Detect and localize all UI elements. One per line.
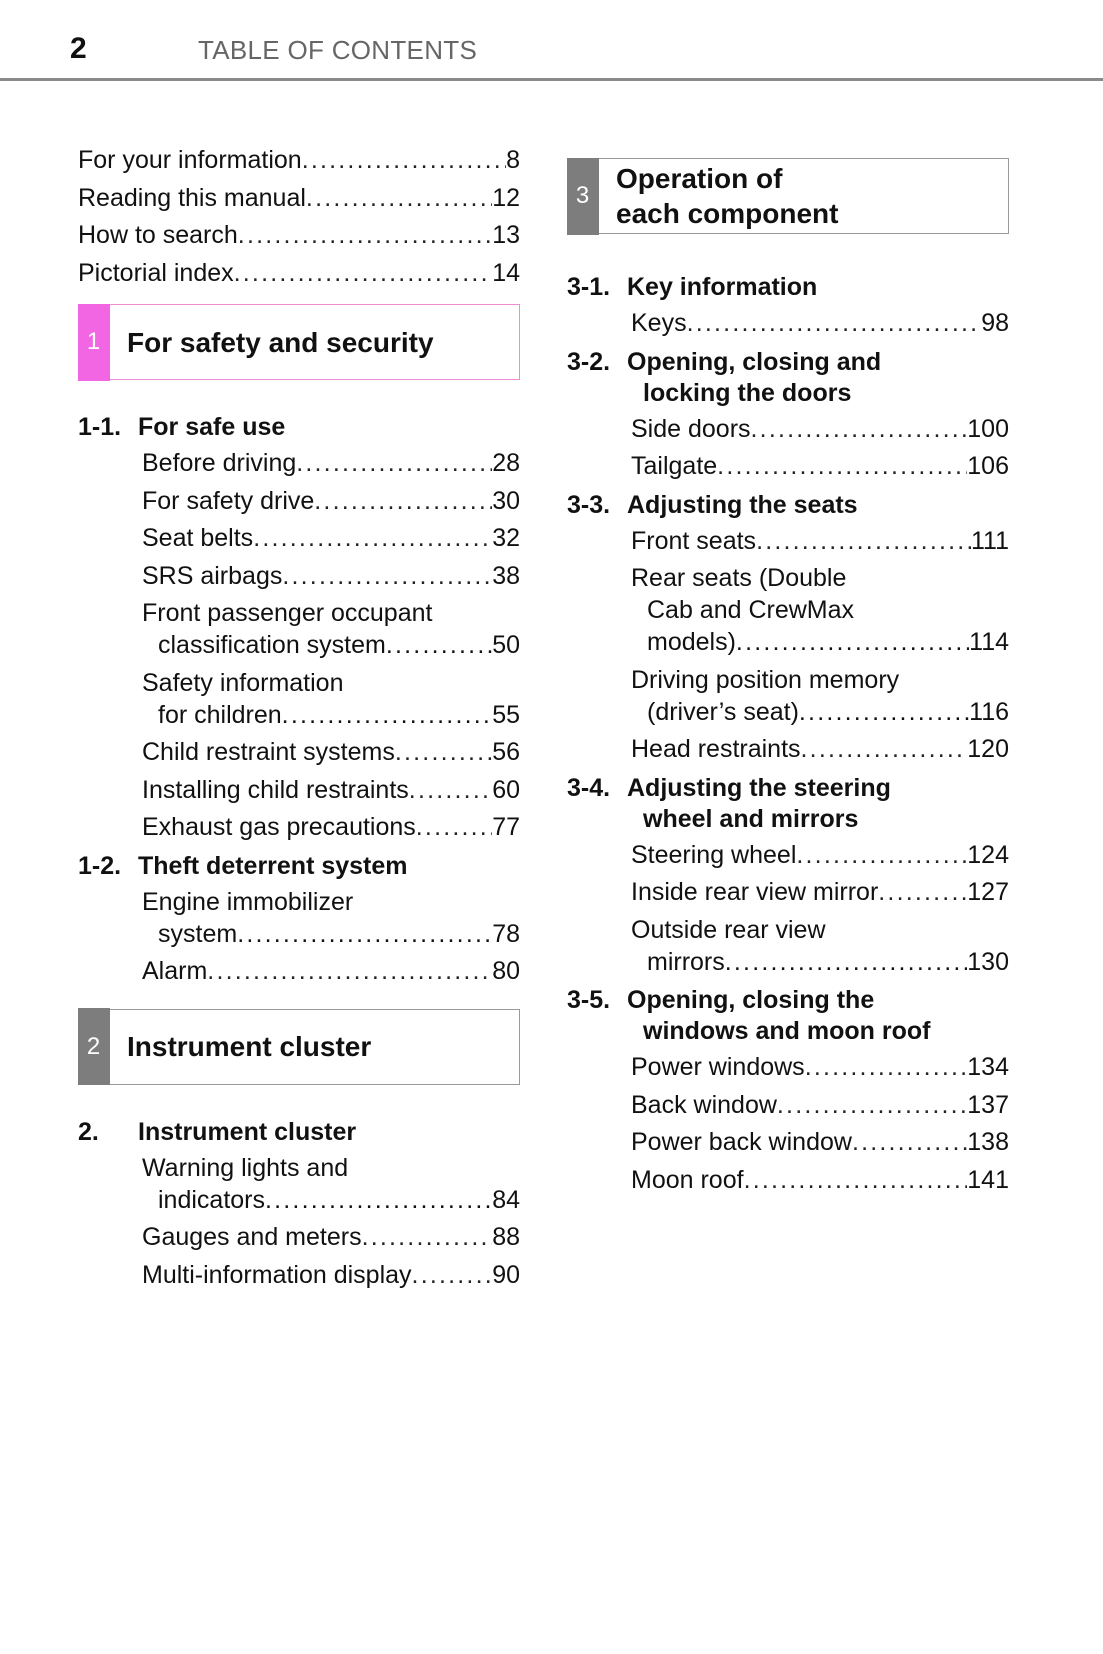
- chapter-entries: [567, 1051, 1009, 1201]
- toc-entry[interactable]: Before driving ..... 28: [142, 447, 520, 485]
- toc-entry[interactable]: Multi-information display ..... 90: [142, 1259, 520, 1297]
- chapter-entries: [78, 886, 520, 993]
- toc-entry[interactable]: Inside rear view mirror ..... 127: [631, 876, 1009, 914]
- toc-entry[interactable]: Tailgate ..... 106: [631, 450, 1009, 488]
- toc-entry[interactable]: Driving position memory (driver’s seat) ..... 116: [631, 664, 1009, 734]
- chapter-heading[interactable]: 3-5. Opening, closing the windows and moon roof: [567, 986, 931, 1045]
- toc-entry[interactable]: Power back window ..... 138: [631, 1126, 1009, 1164]
- toc-entry[interactable]: Keys ..... 98: [631, 307, 1009, 345]
- chapter-heading[interactable]: 2. Instrument cluster: [78, 1117, 357, 1146]
- page-ref: 8: [506, 146, 520, 174]
- chapter-entries: [567, 307, 1009, 345]
- chapter-entries: [567, 413, 1009, 488]
- section-1-tab: 1: [78, 304, 110, 381]
- page-ref: 14: [492, 258, 520, 287]
- chapter-heading[interactable]: 3-4. Adjusting the steering wheel and mirrors: [567, 773, 891, 833]
- chapter-heading[interactable]: 3-1. Key information: [567, 273, 818, 301]
- toc-entry[interactable]: Moon roof ..... 141: [631, 1164, 1009, 1202]
- page-ref: 12: [492, 183, 520, 212]
- chapter-heading[interactable]: 3-3. Adjusting the seats: [567, 490, 858, 519]
- toc-entry[interactable]: Head restraints ..... 120: [631, 733, 1009, 771]
- chapter-heading[interactable]: 3-2. Opening, closing and locking the doors: [567, 347, 882, 407]
- chapter-entries: [78, 447, 520, 849]
- toc-entry[interactable]: Front seats ..... 111: [631, 525, 1009, 563]
- toc-entry[interactable]: Steering wheel ..... 124: [631, 839, 1009, 877]
- intro-list: [78, 144, 520, 294]
- section-3-title: Operation of each component: [616, 163, 839, 229]
- chapter-heading[interactable]: 1-2. Theft deterrent system: [78, 851, 408, 880]
- header-title: TABLE OF CONTENTS: [198, 35, 478, 65]
- header-rule: [0, 78, 1103, 81]
- right-column: [567, 150, 1009, 1201]
- toc-entry[interactable]: Reading this manual ..... 12: [78, 182, 520, 220]
- toc-entry[interactable]: SRS airbags ..... 38: [142, 560, 520, 598]
- chapter-entries: [78, 1152, 520, 1297]
- toc-entry[interactable]: Outside rear view mirrors ..... 130: [631, 914, 1009, 984]
- chapter-entries: [567, 525, 1009, 771]
- toc-entry[interactable]: Safety information for children ..... 55: [142, 667, 520, 737]
- toc-entry[interactable]: Power windows ..... 134: [631, 1051, 1009, 1089]
- left-column: [78, 146, 520, 1296]
- section-2-title: Instrument cluster: [127, 1031, 372, 1062]
- page-ref: 13: [492, 221, 520, 249]
- section-3-header[interactable]: [567, 158, 1009, 234]
- toc-entry[interactable]: Side doors ..... 100: [631, 413, 1009, 451]
- toc-entry[interactable]: Rear seats (Double Cab and CrewMax models) ..... 114: [631, 562, 1009, 664]
- toc-entry[interactable]: Installing child restraints ..... 60: [142, 774, 520, 812]
- chapter-entries: [567, 839, 1009, 984]
- toc-entry[interactable]: Gauges and meters ..... 88: [142, 1221, 520, 1259]
- section-3-tab: 3: [567, 158, 599, 235]
- toc-entry[interactable]: Front passenger occupant classification system ..... 50: [142, 597, 520, 667]
- chapter-heading[interactable]: 1-1. For safe use: [78, 413, 286, 441]
- page-header: [0, 0, 1103, 82]
- toc-entry[interactable]: Seat belts ..... 32: [142, 522, 520, 560]
- toc-entry[interactable]: Warning lights and indicators ..... 84: [142, 1152, 520, 1222]
- toc-entry[interactable]: For safety drive ..... 30: [142, 485, 520, 523]
- toc-entry[interactable]: Alarm ..... 80: [142, 955, 520, 993]
- toc-entry[interactable]: How to search ..... 13: [78, 219, 520, 257]
- toc-entry[interactable]: For your information ..... 8: [78, 144, 520, 182]
- section-2-tab: 2: [78, 1008, 110, 1085]
- section-1-header[interactable]: [78, 304, 520, 380]
- page-number: 2: [70, 32, 87, 65]
- toc-entry[interactable]: Back window ..... 137: [631, 1089, 1009, 1127]
- toc-entry[interactable]: Engine immobilizer system ..... 78: [142, 886, 520, 956]
- toc-entry[interactable]: Child restraint systems ..... 56: [142, 736, 520, 774]
- section-1-title: For safety and security: [127, 326, 434, 358]
- toc-entry[interactable]: Exhaust gas precautions ..... 77: [142, 811, 520, 849]
- section-2-header[interactable]: [78, 1009, 520, 1085]
- toc-entry[interactable]: Pictorial index ..... 14: [78, 257, 520, 295]
